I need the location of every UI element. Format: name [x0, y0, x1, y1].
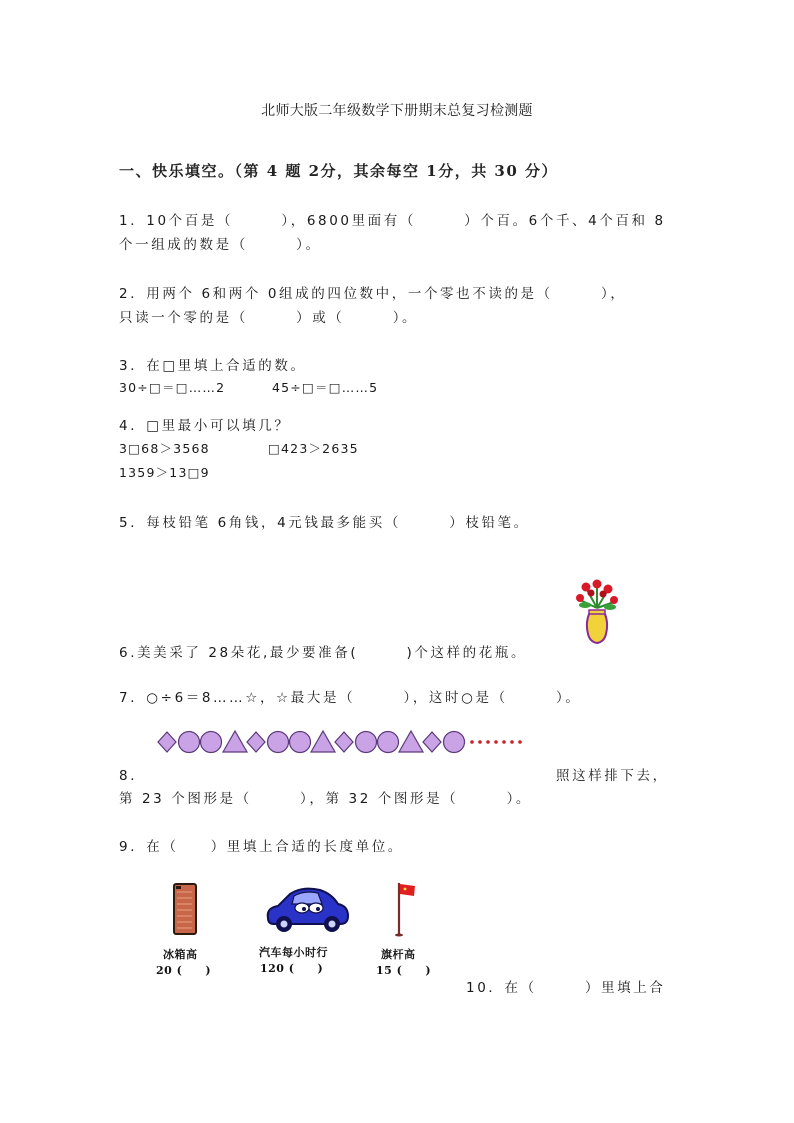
question-8-tail: 照这样排下去，	[556, 768, 669, 784]
flag-value: 15 ( )	[376, 964, 432, 977]
flower-vase-icon	[572, 578, 622, 648]
question-6: 6.美美采了 28朵花,最少要准备( )个这样的花瓶。	[119, 645, 528, 661]
car-label: 汽车每小时行	[259, 946, 328, 959]
question-8-number: 8．	[119, 768, 147, 784]
fridge-label: 冰箱高	[163, 948, 198, 961]
fridge-value: 20 ( )	[156, 964, 212, 977]
question-1-line-1: 1．10个百是（ ），6800里面有（ ）个百。6个千、4个百和 8	[119, 213, 666, 229]
question-4-eq-3: 1359＞13□9	[119, 465, 210, 480]
question-10: 10．在（ ）里填上合	[466, 980, 666, 996]
question-2-line-1: 2．用两个 6和两个 0组成的四位数中，一个零也不读的是（ ），	[119, 286, 627, 302]
question-2-line-2: 只读一个零的是（ ）或（ ）。	[119, 310, 419, 326]
question-3-text: 3．在□里填上合适的数。	[119, 358, 307, 374]
question-4-text: 4．□里最小可以填几？	[119, 418, 291, 434]
question-9: 9．在（ ）里填上合适的长度单位。	[119, 839, 404, 855]
section-heading: 一、快乐填空。（第 4 题 2分，其余每空 1分，共 30 分）	[119, 162, 559, 180]
question-1-line-2: 个一组成的数是（ ）。	[119, 237, 322, 253]
question-3-eq-1: 30÷□＝□……2	[119, 380, 226, 395]
flag-label: 旗杆高	[381, 948, 416, 961]
fridge-icon	[172, 882, 198, 936]
shape-pattern-icon	[152, 727, 532, 757]
question-4-eq-2: □423＞2635	[268, 441, 359, 456]
question-7: 7．○÷6＝8……☆，☆最大是（ ），这时○是（ ）。	[119, 690, 582, 706]
question-8-line-2: 第 23 个图形是（ ），第 32 个图形是（ ）。	[119, 791, 533, 807]
page-title: 北师大版二年级数学下册期末总复习检测题	[261, 103, 533, 119]
question-3-eq-2: 45÷□＝□……5	[272, 380, 379, 395]
car-icon	[262, 884, 352, 936]
question-4-eq-1: 3□68＞3568	[119, 441, 210, 456]
flag-pole-icon	[395, 881, 417, 937]
car-value: 120 ( )	[260, 962, 324, 975]
question-5: 5．每枝铅笔 6角钱，4元钱最多能买（ ）枝铅笔。	[119, 515, 530, 531]
